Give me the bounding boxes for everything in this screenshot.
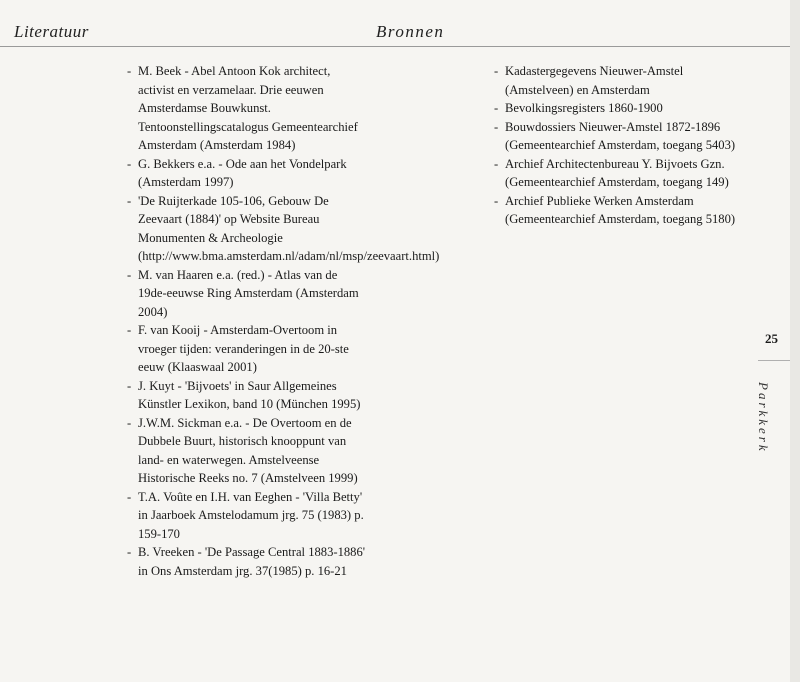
list-item: - B. Vreeken - 'De Passage Central 1883-1886' in Ons Amsterdam jrg. 37(1985) p. 16-21 xyxy=(127,545,366,578)
entry-text: F. van Kooij - Amsterdam-Overtoom in vroeger tijden: veranderingen in de 20-ste eeuw (Klaaswaal 2001) xyxy=(138,323,349,374)
list-item: - J. Kuyt - 'Bijvoets' in Saur Allgemeines Künstler Lexikon, band 10 (München 1995) xyxy=(127,378,361,411)
page-number: 25 xyxy=(765,331,778,346)
entry-text: 'De Ruijterkade 105-106, Gebouw De Zeevaart (1884)' op Website Bureau Monumenten & Archeologie (http://www.bma.amsterdam.nl/adam/nl/msp/zeevaart.html) xyxy=(138,193,440,263)
entry-text: Bevolkingsregisters 1860-1900 xyxy=(505,101,663,115)
entry-text: J. Kuyt - 'Bijvoets' in Saur Allgemeines Künstler Lexikon, band 10 (München 1995) xyxy=(138,378,361,411)
page-edge xyxy=(790,0,800,682)
section-label: Parkkerk xyxy=(756,382,771,454)
header-rule xyxy=(0,46,790,47)
list-item: - M. Beek - Abel Antoon Kok architect, activist en verzamelaar. Drie eeuwen Amsterdamse Bouwkunst. Tentoonstellingscatalogus Gemeentearchief Amsterdam (Amsterdam 1984) xyxy=(127,64,358,152)
entry-text: T.A. Voûte en I.H. van Eeghen - 'Villa Betty' in Jaarboek Amstelodamum jrg. 75 (1983) p. 159-170 xyxy=(138,489,364,541)
entry-text: B. Vreeken - 'De Passage Central 1883-1886' in Ons Amsterdam jrg. 37(1985) p. 16-21 xyxy=(138,545,366,578)
list-item: - 'De Ruijterkade 105-106, Gebouw De Zeevaart (1884)' op Website Bureau Monumenten & Archeologie (http://www.bma.amsterdam.nl/adam/nl/msp/zeevaart.html) xyxy=(127,193,440,263)
literatuur-heading: Literatuur xyxy=(14,22,89,41)
list-item: - Archief Publieke Werken Amsterdam (Gemeentearchief Amsterdam, toegang 5180) xyxy=(494,193,736,226)
entry-text: G. Bekkers e.a. - Ode aan het Vondelpark (Amsterdam 1997) xyxy=(138,156,347,189)
list-item: - T.A. Voûte en I.H. van Eeghen - 'Villa Betty' in Jaarboek Amstelodamum jrg. 75 (1983) p. 159-170 xyxy=(127,489,364,541)
list-item: - F. van Kooij - Amsterdam-Overtoom in vroeger tijden: veranderingen in de 20-ste eeuw (Klaaswaal 2001) xyxy=(127,323,349,374)
list-item: - Kadastergegevens Nieuwer-Amstel (Amstelveen) en Amsterdam xyxy=(494,64,684,97)
list-item: - Archief Architectenbureau Y. Bijvoets Gzn. (Gemeentearchief Amsterdam, toegang 149) xyxy=(494,156,729,189)
bronnen-heading: Bronnen xyxy=(376,22,445,41)
entry-text: J.W.M. Sickman e.a. - De Overtoom en de Dubbele Buurt, historisch knooppunt van land- en waterwegen. Amstelveense Historische Reeks no. 7 (Amstelveen 1999) xyxy=(138,415,358,485)
entry-text: Archief Publieke Werken Amsterdam (Gemeentearchief Amsterdam, toegang 5180) xyxy=(505,193,736,226)
list-item: - J.W.M. Sickman e.a. - De Overtoom en de Dubbele Buurt, historisch knooppunt van land- en waterwegen. Amstelveense Historische Reeks no. 7 (Amstelveen 1999) xyxy=(127,415,358,485)
entry-text: Kadastergegevens Nieuwer-Amstel (Amstelveen) en Amsterdam xyxy=(505,64,684,97)
list-item: - Bevolkingsregisters 1860-1900 xyxy=(494,101,663,115)
entry-text: M. van Haaren e.a. (red.) - Atlas van de 19de-eeuwse Ring Amsterdam (Amsterdam 2004) xyxy=(138,267,359,319)
bronnen-list xyxy=(494,62,744,229)
entry-text: M. Beek - Abel Antoon Kok architect, activist en verzamelaar. Drie eeuwen Amsterdamse Bouwkunst. Tentoonstellingscatalogus Gemeentearchief Amsterdam (Amsterdam 1984) xyxy=(138,64,358,152)
list-item: - M. van Haaren e.a. (red.) - Atlas van de 19de-eeuwse Ring Amsterdam (Amsterdam 2004) xyxy=(127,267,359,319)
entry-text: Bouwdossiers Nieuwer-Amstel 1872-1896 (Gemeentearchief Amsterdam, toegang 5403) xyxy=(505,119,736,152)
entry-text: Archief Architectenbureau Y. Bijvoets Gzn. (Gemeentearchief Amsterdam, toegang 149) xyxy=(505,156,729,189)
page-number-rule xyxy=(758,360,790,361)
list-item: - Bouwdossiers Nieuwer-Amstel 1872-1896 (Gemeentearchief Amsterdam, toegang 5403) xyxy=(494,119,736,152)
list-item: - G. Bekkers e.a. - Ode aan het Vondelpark (Amsterdam 1997) xyxy=(127,156,347,189)
literatuur-list xyxy=(127,62,440,580)
